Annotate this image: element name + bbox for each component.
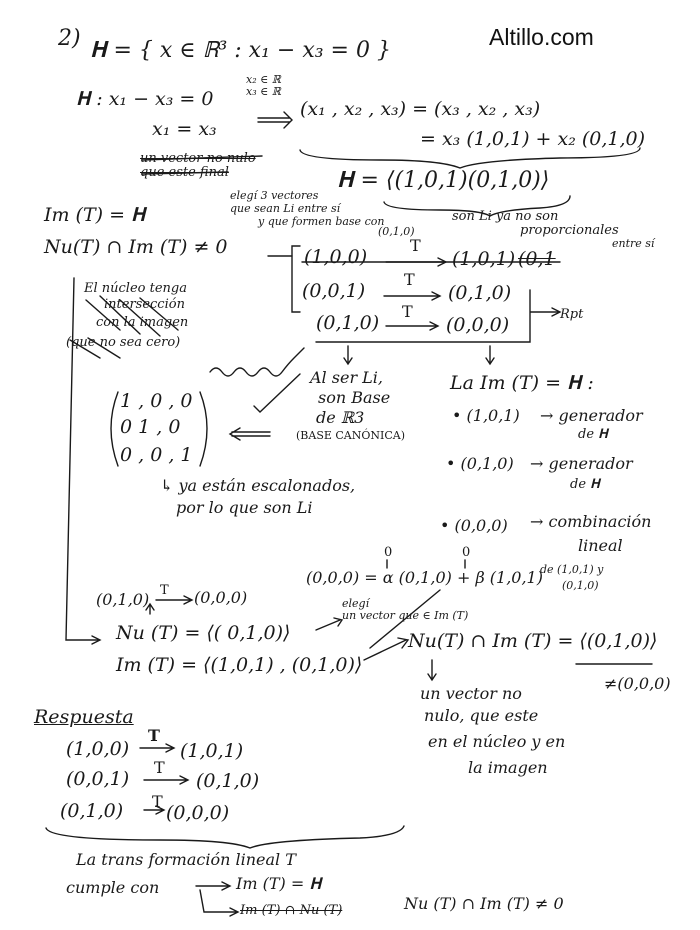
al-ser-2: son Base bbox=[318, 388, 391, 407]
lincomb-equation: (0,0,0) = α (0,1,0) + β (1,0,1) bbox=[306, 568, 543, 587]
li-note: son Li ya no son bbox=[452, 209, 559, 224]
image-item-3-desc: → combinación bbox=[530, 512, 652, 531]
answer-row-3-from: (0,1,0) bbox=[60, 800, 124, 822]
kernel-note-1: un vector no bbox=[420, 684, 522, 703]
conclusion-2: cumple con bbox=[66, 878, 160, 897]
linear-combination: = x₃ (1,0,1) + x₂ (0,1,0) bbox=[420, 128, 646, 150]
double-arrow-icon bbox=[230, 374, 300, 440]
image-item-2-vec: • (0,1,0) bbox=[446, 454, 514, 473]
matrix-row-1: 1 , 0 , 0 bbox=[120, 390, 193, 412]
choose-note-3: y que formen base con bbox=[258, 215, 385, 228]
answer-row-2-to: (0,1,0) bbox=[196, 770, 260, 792]
set-definition: 𝐇 = { x ∈ ℝ³ : x₁ − x₃ = 0 } bbox=[90, 38, 391, 63]
conclusion-arrow-1-icon bbox=[196, 882, 230, 890]
image-item-1-desc2: de 𝐇 bbox=[578, 427, 608, 442]
beta-zero: 0 bbox=[462, 545, 471, 560]
kernel-note-3: en el núcleo y en bbox=[428, 732, 566, 751]
image-item-2-desc2: de 𝐇 bbox=[570, 477, 600, 492]
map-row-1-struck: (0,1 bbox=[518, 248, 556, 270]
choose-note-1: elegí 3 vectores bbox=[230, 189, 319, 202]
proportional-note: proporcionales bbox=[520, 223, 619, 238]
map-row-3-to: (0,0,0) bbox=[446, 314, 510, 336]
answer-row-2-from: (0,0,1) bbox=[66, 768, 130, 790]
kernel-span: Nu (T) = ⟨( 0,1,0)⟩ bbox=[116, 622, 291, 644]
matrix-left-paren bbox=[111, 392, 118, 466]
proportional-note-2: entre sí bbox=[612, 237, 655, 250]
choose-arrow-icon bbox=[316, 618, 342, 630]
tuple-substitution: (x₁ , x₂ , x₃) = (x₃ , x₂ , x₃) bbox=[300, 98, 541, 120]
al-ser-1: Al ser Li, bbox=[310, 368, 383, 387]
watermark: Altillo.com bbox=[489, 24, 594, 50]
answer-brace bbox=[46, 826, 404, 848]
intersection-result: Nu(T) ∩ Im (T) = ⟨(0,1,0)⟩ bbox=[408, 630, 658, 652]
conclusion-struck: Im (T) ∩ Nu (T) bbox=[240, 903, 343, 918]
wavy-line bbox=[210, 348, 304, 376]
x3-note: x₃ ∈ ℝ bbox=[246, 85, 281, 98]
conclusion-intersection: Nu (T) ∩ Im (T) ≠ 0 bbox=[404, 894, 564, 913]
conclusion-image: Im (T) = 𝐇 bbox=[236, 874, 322, 893]
kernel-map-arrow: T bbox=[160, 583, 169, 598]
kernel-note-4: la imagen bbox=[468, 758, 548, 777]
answer-row-2-arrow: T bbox=[154, 758, 165, 777]
left-note-3: con la imagen bbox=[96, 315, 189, 330]
kernel-choose-2: un vector que ∈ Im (T) bbox=[342, 609, 469, 622]
down-arrow-left-icon bbox=[344, 346, 352, 364]
map-row-1-to: (1,0,1) bbox=[452, 248, 516, 270]
rpt-arrow-icon bbox=[552, 308, 560, 316]
exercise-number: 2) bbox=[58, 26, 81, 51]
choose-note-2: que sean Li entre sí bbox=[230, 202, 341, 215]
kernel-note-2: nulo, que este bbox=[424, 706, 539, 725]
al-ser-4: (BASE CANÓNICA) bbox=[296, 429, 406, 442]
mapping-left-bracket bbox=[292, 246, 300, 312]
answer-row-3-to: (0,0,0) bbox=[166, 802, 230, 824]
image-item-3-vec: • (0,0,0) bbox=[440, 516, 508, 535]
kernel-map-to: (0,0,0) bbox=[194, 588, 248, 607]
h-span: 𝐇 = ⟨(1,0,1)(0,1,0)⟩ bbox=[337, 168, 550, 193]
matrix-row-2: 0 1 , 0 bbox=[120, 416, 181, 438]
image-title: La Im (T) = 𝐇 : bbox=[450, 372, 594, 394]
map-row-3-arrow: T bbox=[402, 302, 413, 321]
left-vertical-arrow-icon bbox=[92, 636, 100, 644]
image-item-1-desc: → generador bbox=[540, 406, 643, 425]
nonzero-note: ≠(0,0,0) bbox=[604, 674, 671, 693]
rpt-label: Rpt bbox=[560, 307, 584, 322]
answer-row-3-arrow: T bbox=[152, 792, 163, 811]
choose-note-vector: (0,1,0) bbox=[378, 225, 415, 238]
comb-note-2: (0,1,0) bbox=[562, 579, 599, 592]
h-equation: 𝐇 : x₁ − x₃ = 0 bbox=[76, 88, 214, 110]
map-row-1-arrow: T bbox=[410, 236, 421, 255]
intersection-down-arrow-icon bbox=[428, 660, 436, 680]
image-item-1-vec: • (1,0,1) bbox=[452, 406, 520, 425]
alpha-zero: 0 bbox=[384, 545, 393, 560]
struck-note-1: un vector no nulo bbox=[140, 151, 256, 166]
map-row-1-from: (1,0,0) bbox=[304, 246, 368, 268]
comb-note-1: de (1,0,1) y bbox=[540, 563, 604, 576]
struck-note-2: que este final bbox=[140, 165, 229, 180]
matrix-note-1: ↳ ya están escalonados, bbox=[160, 476, 356, 495]
map-row-2-to: (0,1,0) bbox=[448, 282, 512, 304]
implies-arrow-icon bbox=[258, 112, 292, 128]
matrix-note-2: por lo que son Li bbox=[176, 498, 313, 517]
left-note-1: El núcleo tenga bbox=[84, 281, 187, 296]
conclusion-1: La trans formación lineal T bbox=[76, 850, 296, 869]
answer-arrow-1-icon bbox=[140, 744, 174, 752]
answer-row-1-to: (1,0,1) bbox=[180, 740, 244, 762]
down-arrow-right-icon bbox=[486, 346, 494, 364]
kernel-choose-1: elegí bbox=[342, 597, 370, 610]
left-note-2: intersección bbox=[104, 297, 185, 312]
answer-title: Respuesta bbox=[34, 706, 134, 728]
x2-note: x₂ ∈ ℝ bbox=[246, 73, 281, 86]
answer-row-1-arrow: T bbox=[148, 726, 160, 745]
answer-row-1-from: (1,0,0) bbox=[66, 738, 130, 760]
left-vertical-line bbox=[66, 278, 98, 640]
image-item-2-desc: → generador bbox=[530, 454, 633, 473]
kernel-map-from: (0,1,0) bbox=[96, 590, 150, 609]
matrix-row-3: 0 , 0 , 1 bbox=[120, 444, 193, 466]
map-row-2-from: (0,0,1) bbox=[302, 280, 366, 302]
map-arrow-1-icon bbox=[386, 258, 446, 266]
map-arrow-2-icon bbox=[384, 292, 440, 300]
left-note-4: (que no sea cero) bbox=[66, 335, 181, 350]
to-intersection-arrow-icon bbox=[364, 638, 408, 660]
matrix-right-paren bbox=[200, 392, 207, 466]
map-row-3-from: (0,1,0) bbox=[316, 312, 380, 334]
conclusion-arrow-2-icon bbox=[200, 890, 238, 916]
brace-under-combination bbox=[300, 148, 640, 168]
answer-arrow-2-icon bbox=[144, 776, 188, 784]
image-item-3-desc2: lineal bbox=[578, 536, 623, 555]
map-row-2-arrow: T bbox=[404, 270, 415, 289]
al-ser-3: de ℝ3 bbox=[316, 408, 365, 427]
condition-image: Im (T) = 𝐇 bbox=[44, 204, 146, 226]
x1-equals-x3: x₁ = x₃ bbox=[152, 118, 217, 140]
condition-intersection: Nu(T) ∩ Im (T) ≠ 0 bbox=[44, 236, 228, 258]
image-span: Im (T) = ⟨(1,0,1) , (0,1,0)⟩ bbox=[116, 654, 363, 676]
map-arrow-3-icon bbox=[386, 322, 438, 330]
